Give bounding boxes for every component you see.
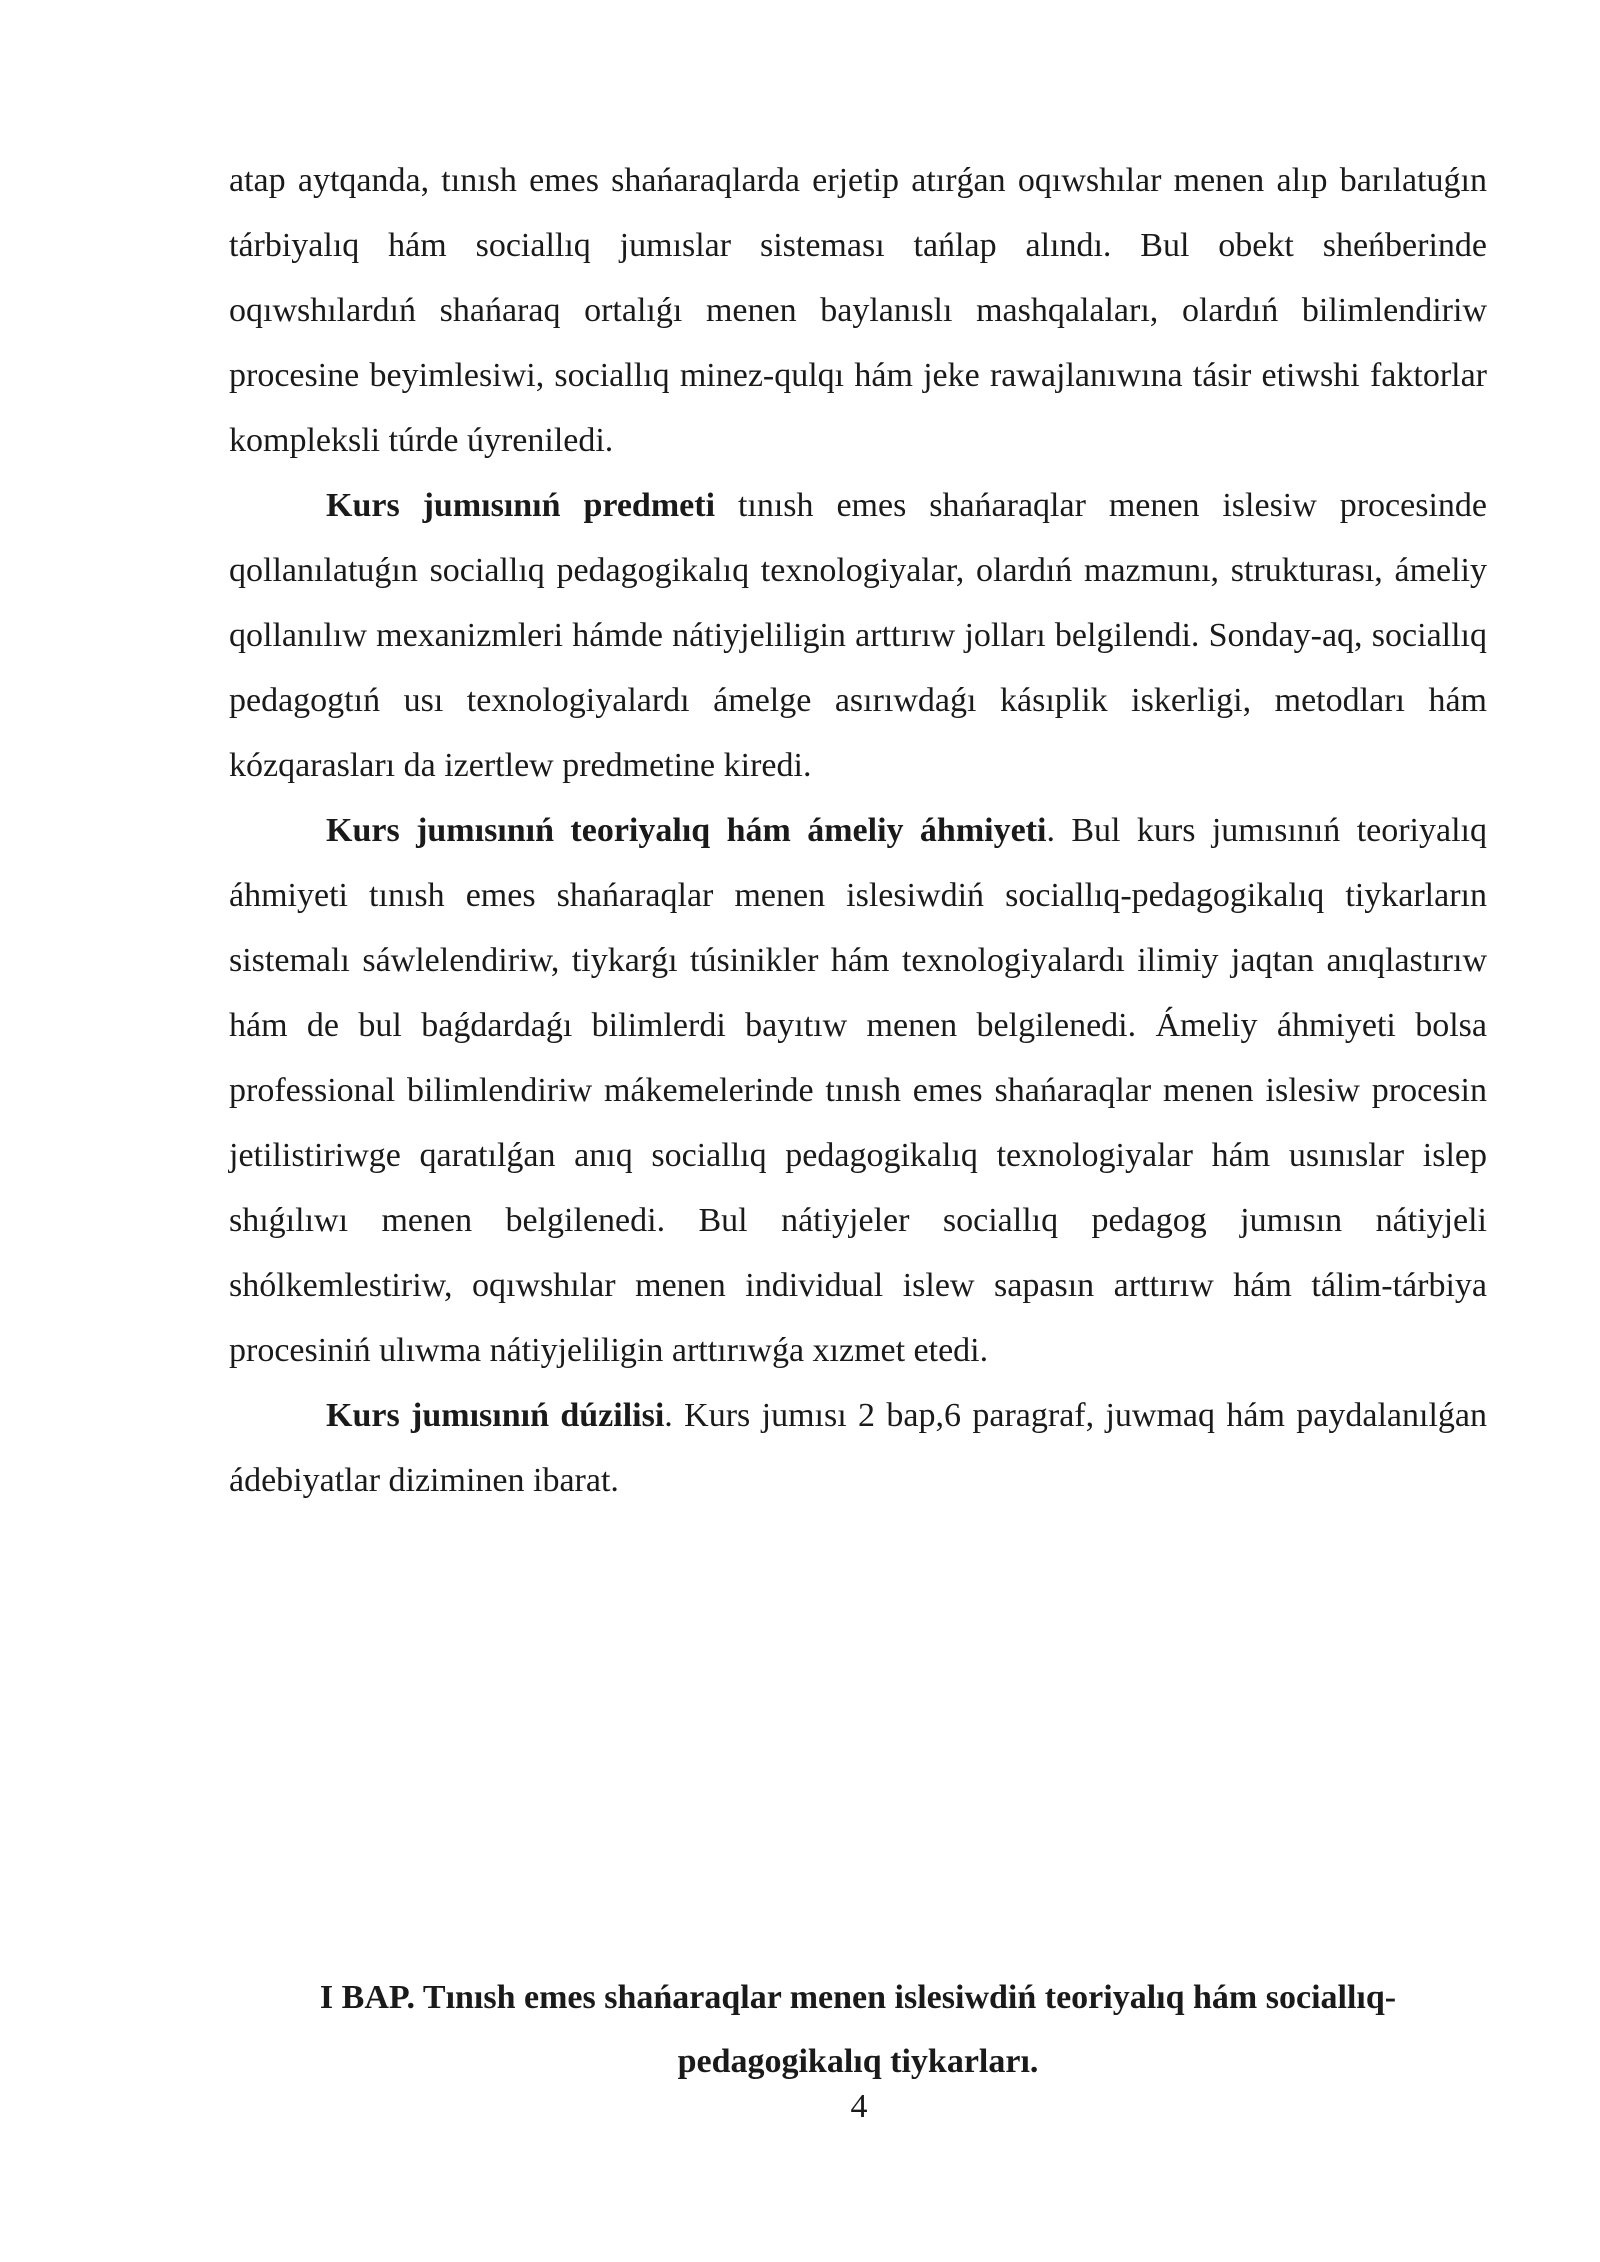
paragraph-object-text: atap aytqanda, tınısh emes shańaraqlarda erjetip atırǵan oqıwshılar menen alıp barılatuǵın tárbiyalıq hám sociallıq jumıslar sisteması tańlap alındı. Bul obekt sheńberinde oqıwshılardıń shańaraq ortalıǵı menen baylanıslı mashqalaları, olardıń bilimlendiriw procesine beyimlesiwi, sociallıq minez-qulqı hám jeke rawajlanıwına tásir etiwshi faktorlar kompleksli túrde úyreniledi.: [229, 162, 1487, 459]
paragraph-object: [229, 148, 1487, 473]
page-number: 4: [850, 2088, 868, 2125]
paragraph-significance-heading: Kurs jumısınıń teoriyalıq hám ámeliy áhmiyeti: [326, 812, 1047, 849]
chapter-heading: [229, 1966, 1487, 2094]
paragraph-subject: [229, 473, 1487, 798]
paragraph-subject-text: tınısh emes shańaraqlar menen islesiw procesinde qollanılatuǵın sociallıq pedagogikalıq texnologiyalar, olardıń mazmunı, strukturası, ámeliy qollanılıw mexanizmleri hámde nátiyjeliligin arttırıw jolları belgilendi. Sonday-aq, sociallıq pedagogtıń usı texnologiyalardı ámelge asırıwdaǵı kásıplik iskerligi, metodları hám kózqarasları da izertlew predmetine kiredi.: [229, 487, 1488, 784]
paragraph-subject-heading: Kurs jumısınıń predmeti: [326, 487, 716, 524]
chapter-heading-line-1: I BAP. Tınısh emes shańaraqlar menen islesiwdiń teoriyalıq hám sociallıq-: [319, 1979, 1397, 2016]
body-text: [229, 148, 1487, 1513]
paragraph-significance-text: . Bul kurs jumısınıń teoriyalıq áhmiyeti tınısh emes shańaraqlar menen islesiwdiń sociallıq-pedagogikalıq tiykarların sistemalı sáwlelendiriw, tiykarǵı túsinikler hám texnologiyalardı ilimiy jaqtan anıqlastırıw hám de bul baǵdardaǵı bilimlerdi bayıtıw menen belgilenedi. Ámeliy áhmiyeti bolsa professional bilimlendiriw mákemelerinde tınısh emes shańaraqlar menen islesiw procesin jetilistiriwge qaratılǵan anıq sociallıq pedagogikalıq texnologiyalar hám usınıslar islep shıǵılıwı menen belgilenedi. Bul nátiyjeler sociallıq pedagog jumısın nátiyjeli shólkemlestiriw, oqıwshılar menen individual islew sapasın arttırıw hám tálim-tárbiya procesiniń ulıwma nátiyjeliligin arttırıwǵa xızmet etedi.: [229, 812, 1487, 1369]
chapter-heading-line-2: pedagogikalıq tiykarları.: [677, 2043, 1039, 2080]
paragraph-structure-text: . Kurs jumısı 2 bap,6 paragraf, juwmaq hám paydalanılǵan ádebiyatlar diziminen ibarat.: [229, 1397, 1488, 1499]
paragraph-significance: [229, 798, 1487, 1383]
paragraph-structure-heading: Kurs jumısınıń dúzilisi: [326, 1397, 665, 1434]
paragraph-structure: [229, 1383, 1487, 1513]
